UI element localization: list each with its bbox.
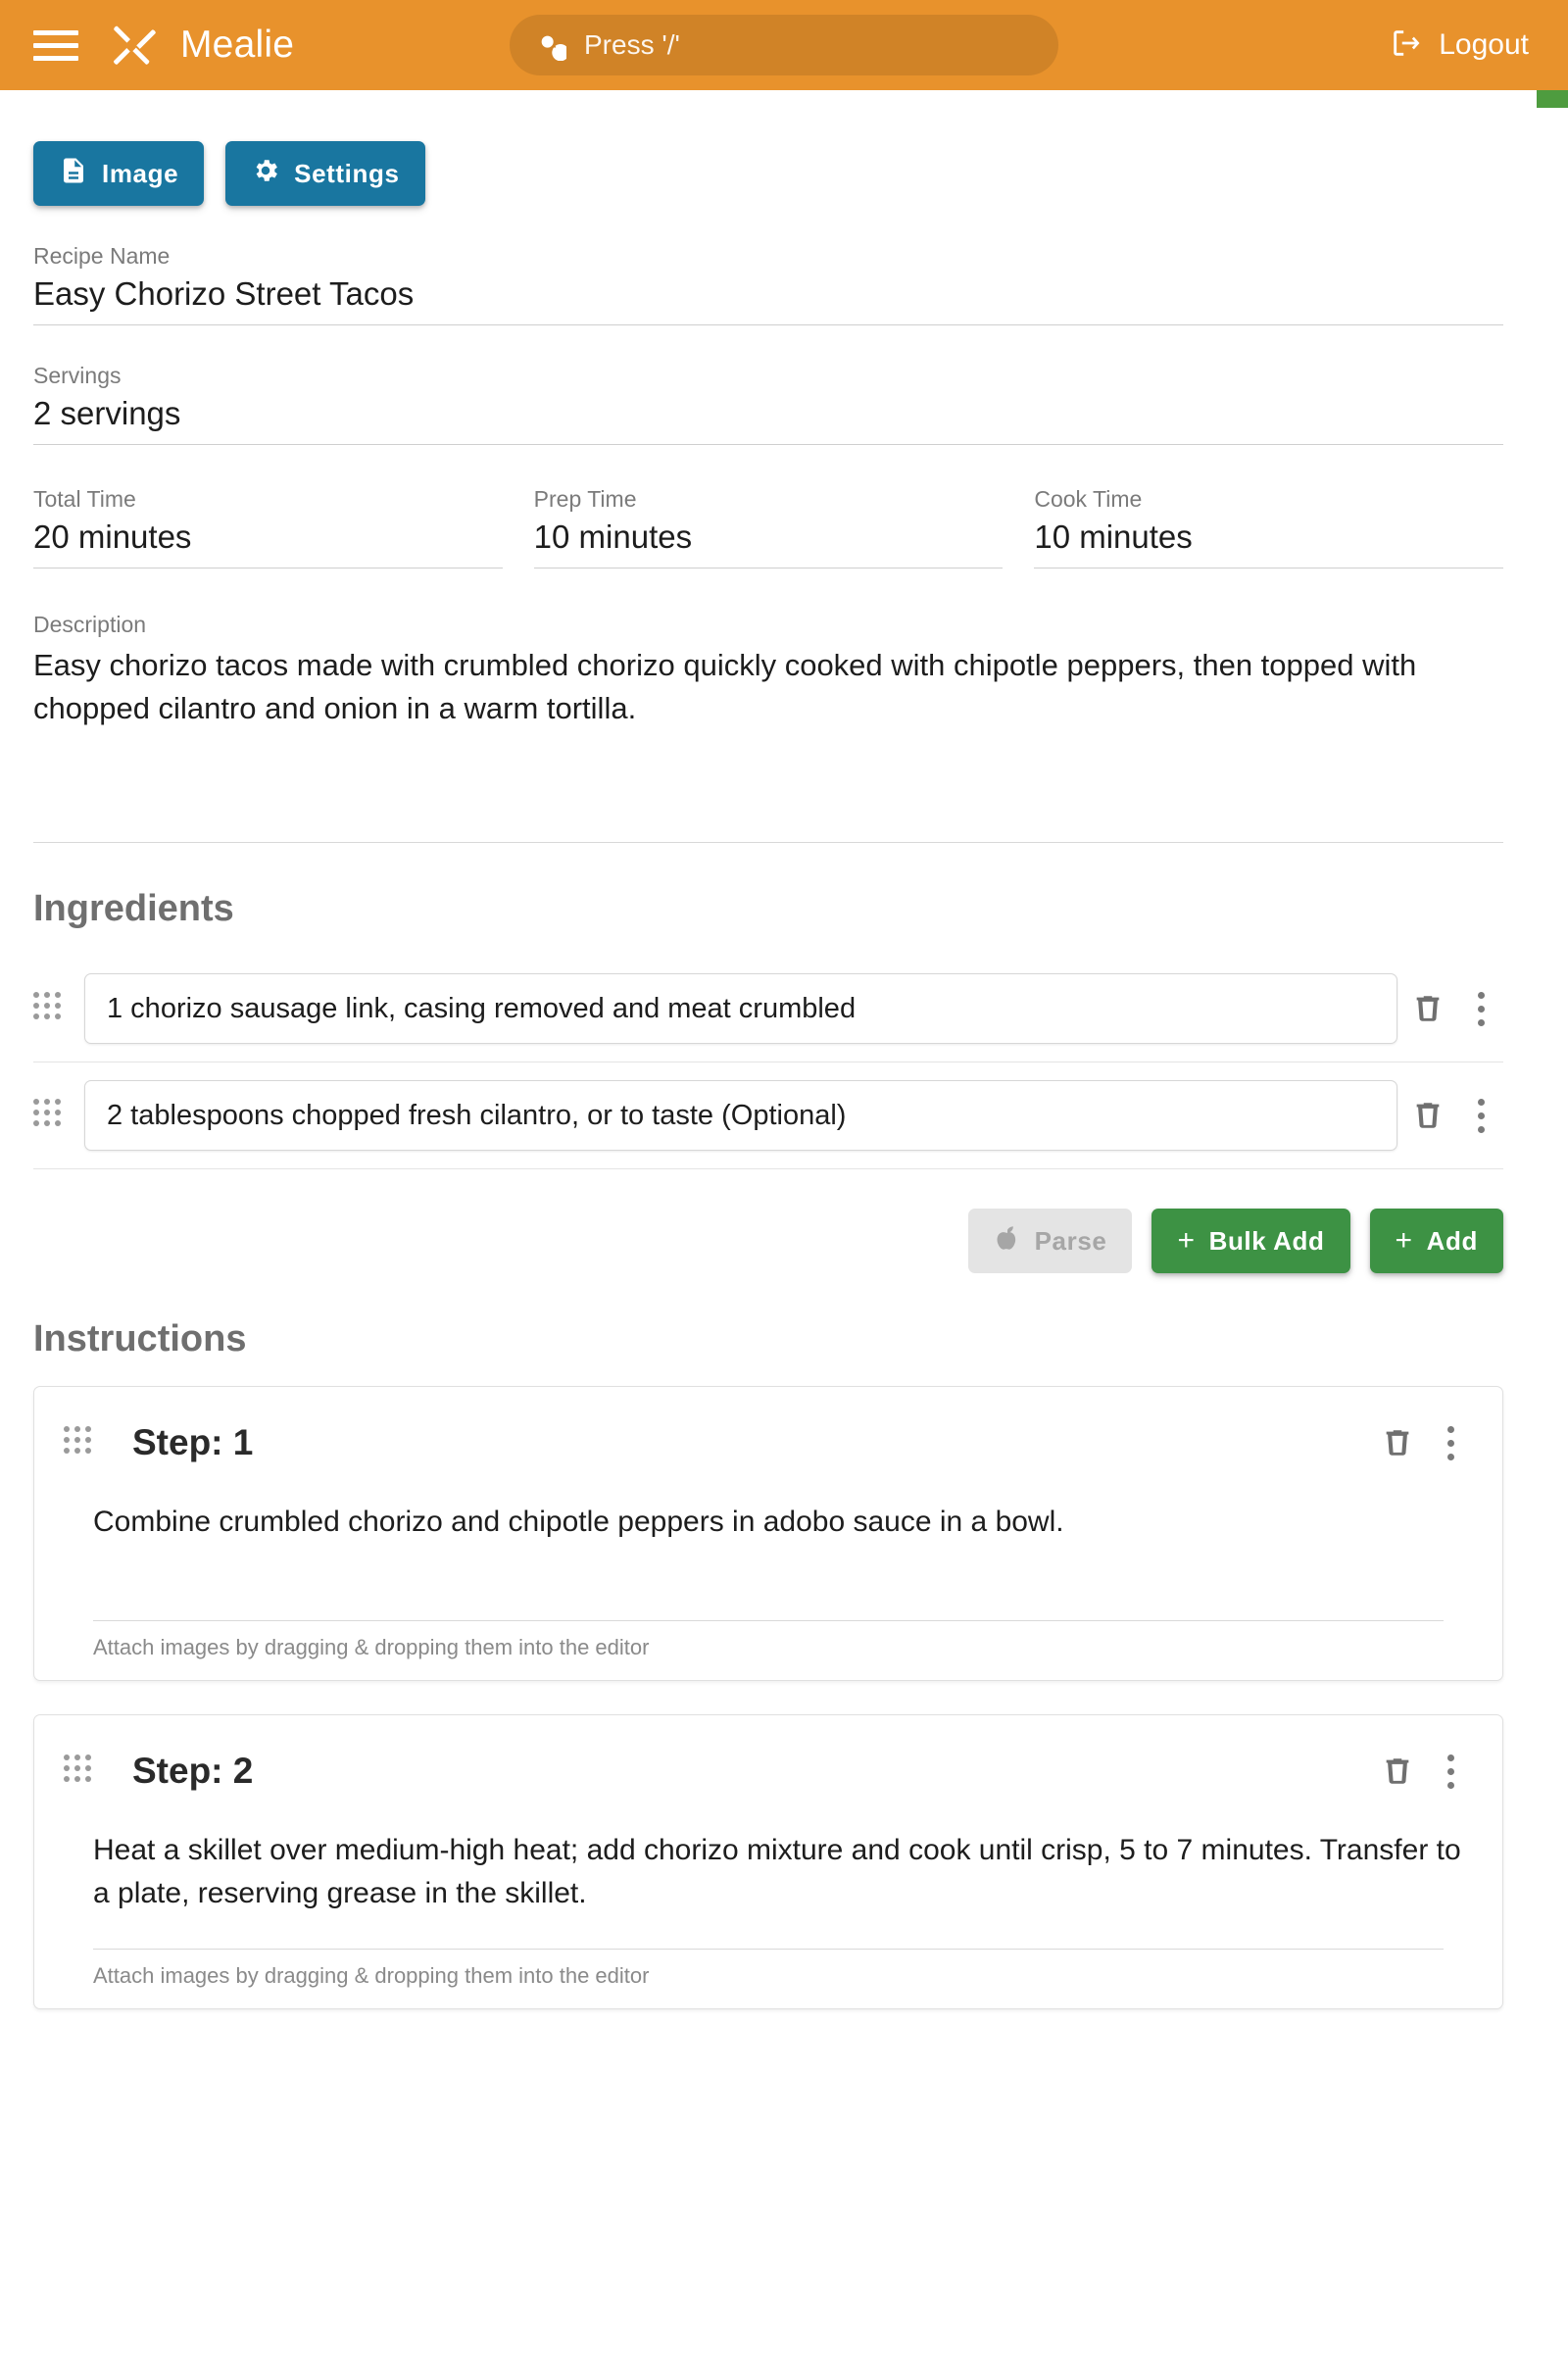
trash-icon[interactable] [1397, 978, 1458, 1039]
total-time-label: Total Time [33, 486, 136, 512]
image-button-label: Image [102, 158, 179, 188]
trash-icon[interactable] [1367, 1412, 1428, 1473]
search-container [510, 15, 1058, 75]
description-field[interactable] [33, 612, 1503, 843]
image-file-icon [59, 156, 88, 192]
recipe-name-field[interactable] [33, 243, 1503, 325]
servings-input[interactable]: 2 servings [33, 395, 1503, 445]
ingredient-input[interactable]: 1 chorizo sausage link, casing removed and meat crumbled [84, 973, 1397, 1044]
time-fields-row [33, 486, 1503, 568]
prep-time-field[interactable] [534, 486, 1004, 568]
instruction-step-title: Step: 1 [132, 1422, 254, 1462]
instruction-step-title: Step: 2 [132, 1751, 254, 1791]
add-ingredient-button[interactable] [1370, 1209, 1503, 1273]
trash-icon[interactable] [1367, 1741, 1428, 1802]
plus-icon: + [1177, 1224, 1196, 1257]
drag-handle-icon[interactable] [64, 1426, 97, 1459]
hamburger-menu-icon[interactable] [33, 25, 78, 65]
parse-button[interactable] [968, 1209, 1133, 1273]
cook-time-field[interactable] [1034, 486, 1503, 568]
total-time-input[interactable]: 20 minutes [33, 519, 503, 568]
description-divider [33, 842, 1503, 843]
instruction-step-header [64, 1412, 1473, 1473]
ingredient-row [33, 956, 1503, 1062]
hamburger-bar [33, 43, 78, 48]
app-title: Mealie [180, 24, 295, 66]
cook-time-label: Cook Time [1034, 486, 1143, 512]
editor-toolbar [33, 90, 1503, 206]
servings-label: Servings [33, 363, 122, 388]
servings-field[interactable] [33, 363, 1503, 445]
instruction-attach-hint: Attach images by dragging & dropping them into the editor [93, 1963, 650, 1988]
search-icon [535, 29, 566, 61]
kebab-menu-icon[interactable] [1458, 1085, 1503, 1146]
logout-icon [1390, 26, 1423, 65]
app-bar [0, 0, 1568, 90]
prep-time-input[interactable]: 10 minutes [534, 519, 1004, 568]
instruction-step-input[interactable]: Combine crumbled chorizo and chipotle peppers in adobo sauce in a bowl. [93, 1506, 1064, 1538]
instruction-attach-hint: Attach images by dragging & dropping them into the editor [93, 1635, 650, 1659]
hamburger-bar [33, 56, 78, 61]
trash-icon[interactable] [1397, 1085, 1458, 1146]
recipe-name-label: Recipe Name [33, 243, 171, 269]
plus-icon: + [1395, 1224, 1413, 1257]
drag-handle-icon[interactable] [64, 1754, 97, 1788]
instruction-step-card [33, 1714, 1503, 2009]
settings-button-label: Settings [294, 158, 400, 188]
bulk-add-button-label: Bulk Add [1208, 1225, 1325, 1256]
description-input[interactable]: Easy chorizo tacos made with crumbled chorizo quickly cooked with chipotle peppers, then topped with chopped cilantro and onion in a warm tortilla. [33, 648, 1417, 726]
settings-button[interactable] [225, 141, 424, 206]
instruction-step-input[interactable]: Heat a skillet over medium-high heat; add chorizo mixture and cook until crisp, 5 to 7 minutes. Transfer to a plate, reserving grease in the skillet. [93, 1834, 1461, 1909]
kebab-menu-icon[interactable] [1428, 1412, 1473, 1473]
drag-handle-icon[interactable] [33, 1099, 67, 1132]
cook-time-input[interactable]: 10 minutes [1034, 519, 1503, 568]
kebab-menu-icon[interactable] [1428, 1741, 1473, 1802]
prep-time-label: Prep Time [533, 486, 637, 512]
instruction-step-card [33, 1386, 1503, 1681]
logout-button[interactable] [1390, 26, 1529, 65]
apple-parse-icon [994, 1224, 1021, 1259]
instructions-heading: Instructions [33, 1318, 247, 1359]
ingredients-heading: Ingredients [33, 888, 234, 929]
ingredient-row [33, 1062, 1503, 1169]
description-label: Description [33, 612, 147, 637]
recipe-editor-sheet [0, 90, 1537, 2082]
parse-button-label: Parse [1034, 1225, 1107, 1256]
logout-label: Logout [1439, 28, 1529, 61]
ingredient-actions [33, 1209, 1503, 1273]
recipe-name-input[interactable]: Easy Chorizo Street Tacos [33, 275, 1503, 325]
image-button[interactable] [33, 141, 204, 206]
instruction-step-header [64, 1741, 1473, 1802]
hamburger-bar [33, 30, 78, 35]
ingredient-input[interactable]: 2 tablespoons chopped fresh cilantro, or to taste (Optional) [84, 1080, 1397, 1151]
search-input[interactable] [582, 28, 1033, 62]
total-time-field[interactable] [33, 486, 503, 568]
fork-knife-logo-icon[interactable] [108, 20, 159, 71]
kebab-menu-icon[interactable] [1458, 978, 1503, 1039]
gear-icon [251, 156, 280, 192]
bulk-add-button[interactable] [1152, 1209, 1349, 1273]
search-box[interactable] [510, 15, 1058, 75]
add-ingredient-button-label: Add [1426, 1225, 1478, 1256]
drag-handle-icon[interactable] [33, 992, 67, 1025]
